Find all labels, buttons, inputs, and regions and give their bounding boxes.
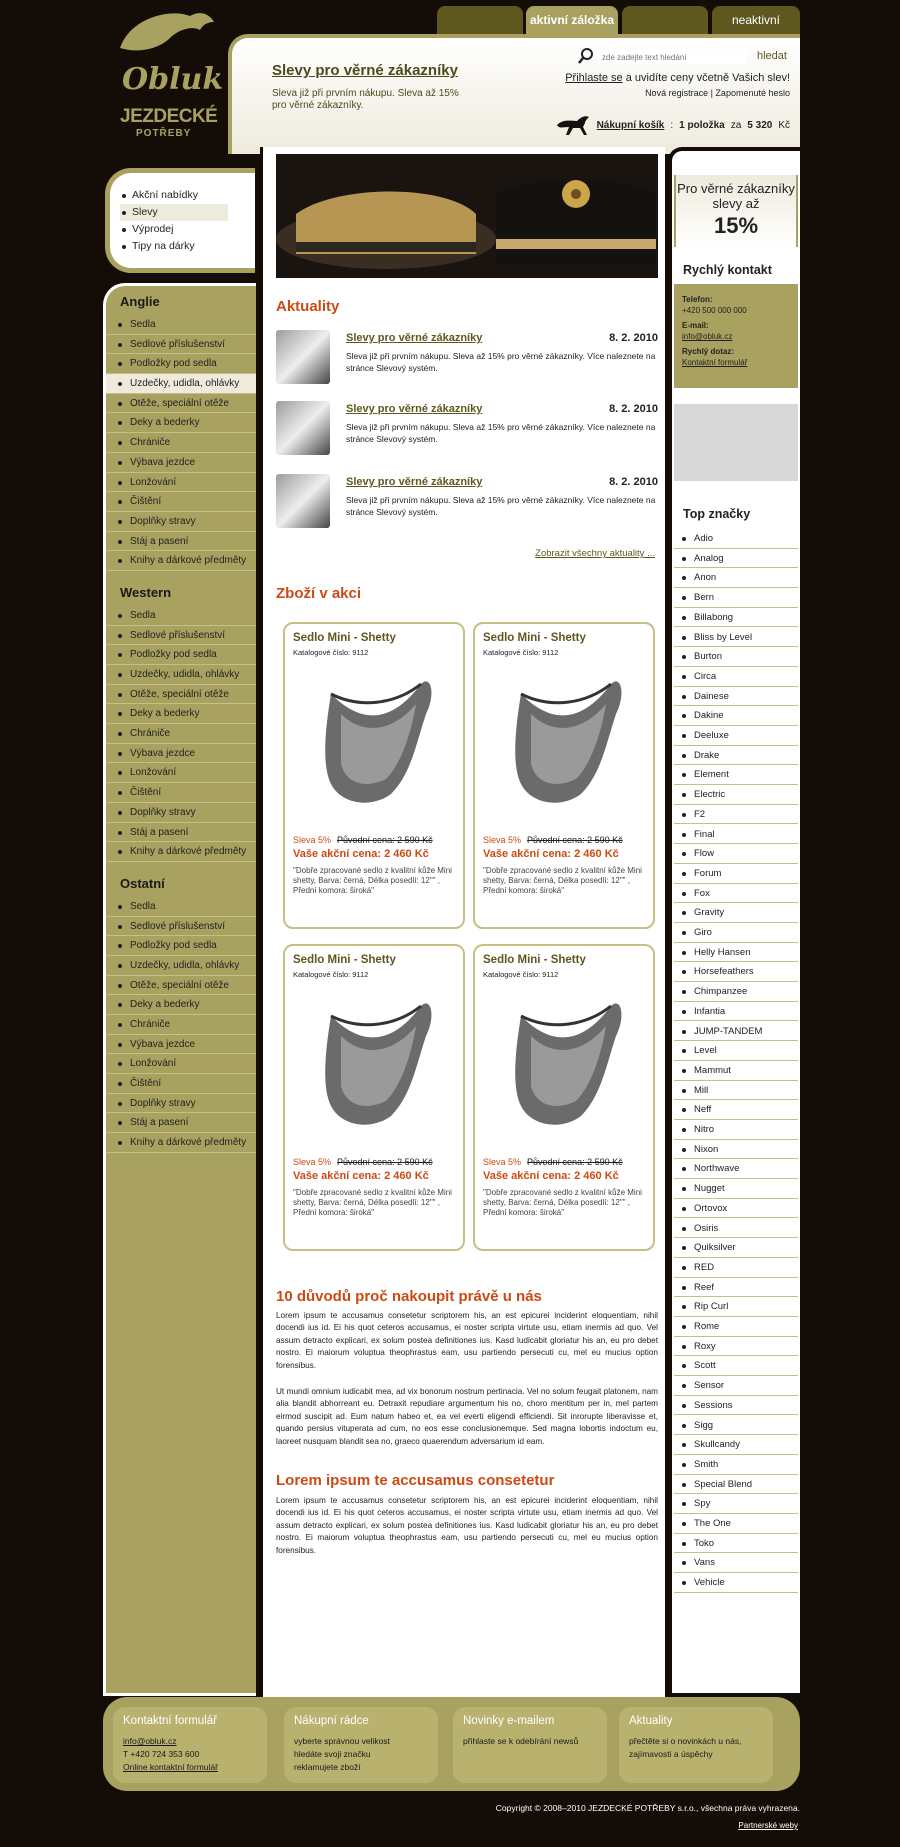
brand-item[interactable]: Ortovox bbox=[674, 1199, 798, 1219]
tab-3[interactable] bbox=[622, 6, 708, 34]
footer-box-advisor bbox=[284, 1707, 438, 1783]
product-original-price: Původní cena: 2 590 Kč bbox=[527, 835, 623, 845]
saddle-image[interactable] bbox=[491, 986, 641, 1134]
brand-item[interactable]: Vans bbox=[674, 1553, 798, 1573]
footer-link[interactable]: reklamujete zboží bbox=[294, 1762, 361, 1772]
brand-item[interactable]: Giro bbox=[674, 923, 798, 943]
category-item[interactable]: Čištění bbox=[106, 783, 256, 803]
category-item[interactable]: Chrániče bbox=[106, 1015, 256, 1035]
category-item[interactable]: Otěže, speciální otěže bbox=[106, 685, 256, 705]
product-card[interactable] bbox=[283, 622, 465, 929]
reasons-paragraph-2: Ut mundi omnium iudicabit mea, ad vix bonorum nostrum pertinacia. Vel no solum feugait platonem, nam alia blandit abhorreant eu. Detraxit repudiare argumentum his no, choro mentitum per in, mel partem eirmod suscipit ad. Eum natum habeo et, ea vel everti eligendi efficiendi. Sit inrorupte liberavisse et, quando persius vituperata ad cum, no eos esse conclusionemque. Sed magna lobortis indoctum eu, laoreet nusquam blandit sea no, graeco quaerendum adversarium id eam. bbox=[276, 1387, 658, 1446]
news-thumbnail[interactable] bbox=[276, 401, 330, 455]
topnav-item-tipy[interactable]: Tipy na dárky bbox=[120, 238, 255, 255]
brand-item[interactable]: Rip Curl bbox=[674, 1297, 798, 1317]
search-icon bbox=[578, 48, 594, 64]
product-discount: Sleva 5% bbox=[483, 835, 522, 845]
product-catalog: Katalogové číslo: 9112 bbox=[483, 648, 559, 657]
category-title: Ostatní bbox=[120, 875, 165, 891]
product-description: "Dobře zpracované sedlo z kvalitní kůže Mini shetty, Barva: černá, Délka posedlí: 12"" , Přední komora: široká" bbox=[483, 866, 642, 895]
category-group bbox=[106, 868, 256, 1153]
promo-text: Sleva již při prvním nákupu. Sleva až 15% pro věrné zákazníky. bbox=[272, 88, 459, 111]
product-catalog: Katalogové číslo: 9112 bbox=[483, 970, 559, 979]
logo-name: Obluk bbox=[122, 62, 224, 97]
brand-item[interactable]: Fox bbox=[674, 884, 798, 904]
product-price: Vaše akční cena: 2 460 Kč bbox=[483, 848, 619, 860]
cart[interactable]: Nákupní košík : 1 položka za 5 320 Kč bbox=[555, 113, 790, 137]
category-item[interactable]: Otěže, speciální otěže bbox=[106, 394, 256, 414]
category-item[interactable]: Sedla bbox=[106, 897, 256, 917]
footer-text: T +420 724 353 600 bbox=[123, 1749, 200, 1759]
product-description: "Dobře zpracované sedlo z kvalitní kůže Mini shetty, Barva: černá, Délka posedlí: 12"" , Přední komora: široká" bbox=[293, 1188, 452, 1217]
search-button[interactable]: hledat bbox=[757, 50, 787, 62]
category-item[interactable]: Sedlové příslušenství bbox=[106, 626, 256, 646]
contact-form-link[interactable]: Kontaktní formulář bbox=[682, 358, 748, 367]
ad-placeholder bbox=[674, 404, 798, 481]
category-item[interactable]: Stáj a pasení bbox=[106, 1113, 256, 1133]
email-label: E-mail: bbox=[682, 321, 709, 330]
cart-currency: Kč bbox=[778, 119, 790, 131]
product-description: "Dobře zpracované sedlo z kvalitní kůže Mini shetty, Barva: černá, Délka posedlí: 12"" , Přední komora: široká" bbox=[483, 1188, 642, 1217]
register-link[interactable]: Nová registrace bbox=[645, 88, 709, 98]
product-name[interactable]: Sedlo Mini - Shetty bbox=[293, 632, 396, 644]
reasons-paragraph-1: Lorem ipsum te accusamus consetetur scriptorem his, an est epicurei inciderint eloquentiam, nihil docendi ius id. Ei his quot ceteros accusamus, ei noster scripta virtute usu, etiam inermis ad quo. Vel assum detracto explicari, ex solum postea definitiones ius. Kasd ludicabit gloriatur his an, eu pro debet nostro. Ei maiorum voluptua theophrastus eam, usu partiendo persecuti cu, mel eu mucius option forensibus. bbox=[276, 1311, 658, 1370]
brand-item[interactable]: Infantia bbox=[674, 1002, 798, 1022]
cart-link[interactable]: Nákupní košík bbox=[596, 119, 665, 131]
category-item[interactable]: Podložky pod sedla bbox=[106, 354, 256, 374]
category-item[interactable]: Sedlové příslušenství bbox=[106, 335, 256, 355]
product-discount: Sleva 5% bbox=[483, 1157, 522, 1167]
footer-box-news bbox=[619, 1707, 773, 1783]
topnav-item-akcni[interactable]: Akční nabídky bbox=[120, 187, 255, 204]
category-item[interactable]: Výbava jezdce bbox=[106, 453, 256, 473]
product-name[interactable]: Sedlo Mini - Shetty bbox=[483, 632, 586, 644]
brand-item[interactable]: Scott bbox=[674, 1356, 798, 1376]
brand-item[interactable]: Reef bbox=[674, 1278, 798, 1298]
news-item bbox=[276, 330, 658, 390]
footer-box-newsletter bbox=[453, 1707, 607, 1783]
phone-label: Telefon: bbox=[682, 295, 713, 304]
saddle-image[interactable] bbox=[301, 664, 451, 812]
footer-link[interactable]: vyberte správnou velikost bbox=[294, 1736, 390, 1746]
category-item[interactable]: Sedla bbox=[106, 315, 256, 335]
category-item[interactable]: Uzdečky, udidla, ohlávky bbox=[106, 665, 256, 685]
product-price: Vaše akční cena: 2 460 Kč bbox=[293, 848, 429, 860]
category-item[interactable]: Podložky pod sedla bbox=[106, 936, 256, 956]
brand-item[interactable]: Rome bbox=[674, 1317, 798, 1337]
brand-item[interactable]: Deeluxe bbox=[674, 726, 798, 746]
footer-text: zajímavosti a úspěchy bbox=[629, 1749, 713, 1759]
brand-item[interactable]: F2 bbox=[674, 805, 798, 825]
product-description: "Dobře zpracované sedlo z kvalitní kůže Mini shetty, Barva: černá, Délka posedlí: 12"" , Přední komora: široká" bbox=[293, 866, 452, 895]
brand-item[interactable]: Sigg bbox=[674, 1416, 798, 1436]
category-item[interactable]: Stáj a pasení bbox=[106, 532, 256, 552]
brand-item[interactable]: Mill bbox=[674, 1081, 798, 1101]
product-discount: Sleva 5% bbox=[293, 1157, 332, 1167]
news-item bbox=[276, 474, 658, 534]
brand-item[interactable]: Nixon bbox=[674, 1140, 798, 1160]
category-item[interactable]: Uzdečky, udidla, ohlávky bbox=[106, 956, 256, 976]
brand-item[interactable]: Smith bbox=[674, 1455, 798, 1475]
horse-head-icon bbox=[110, 8, 220, 68]
category-item[interactable]: Doplňky stravy bbox=[106, 803, 256, 823]
footer-box-title[interactable]: Nákupní rádce bbox=[294, 1715, 369, 1727]
product-catalog: Katalogové číslo: 9112 bbox=[293, 970, 369, 979]
tab-1[interactable] bbox=[437, 6, 523, 34]
category-item[interactable]: Výbava jezdce bbox=[106, 744, 256, 764]
news-title[interactable]: Slevy pro věrné zákazníky bbox=[346, 332, 483, 344]
footer-text: přečtěte si o novinkách u nás, bbox=[629, 1736, 742, 1746]
phone-number: +420 500 000 000 bbox=[682, 306, 747, 315]
brand-item[interactable]: Chimpanzee bbox=[674, 982, 798, 1002]
category-title: Anglie bbox=[120, 294, 160, 309]
brand-item[interactable]: Bliss by Level bbox=[674, 628, 798, 648]
brand-item[interactable]: Nitro bbox=[674, 1120, 798, 1140]
brands-title: Top značky bbox=[683, 507, 751, 521]
news-title[interactable]: Slevy pro věrné zákazníky bbox=[346, 476, 483, 488]
category-item[interactable]: Knihy a dárkové předměty bbox=[106, 551, 256, 571]
main-content bbox=[260, 147, 665, 1697]
brand-item[interactable]: Forum bbox=[674, 864, 798, 884]
brand-item[interactable]: Dakine bbox=[674, 706, 798, 726]
product-original-price: Původní cena: 2 590 Kč bbox=[527, 1157, 623, 1167]
brand-item[interactable]: Spy bbox=[674, 1494, 798, 1514]
category-item[interactable]: Chrániče bbox=[106, 433, 256, 453]
tab-active[interactable]: aktivní záložka bbox=[526, 6, 618, 34]
tab-inactive[interactable]: neaktivní bbox=[712, 6, 800, 34]
cart-count: 1 položka bbox=[679, 119, 725, 131]
brand-item[interactable]: Dainese bbox=[674, 687, 798, 707]
saddle-image[interactable] bbox=[301, 986, 451, 1134]
category-item[interactable]: Výbava jezdce bbox=[106, 1035, 256, 1055]
brand-item[interactable]: Helly Hansen bbox=[674, 943, 798, 963]
partner-sites-link[interactable]: Partnerské weby bbox=[738, 1821, 798, 1830]
news-date: 8. 2. 2010 bbox=[609, 476, 658, 488]
login-link[interactable]: Přihlaste se bbox=[565, 72, 623, 84]
brand-item[interactable]: Quiksilver bbox=[674, 1238, 798, 1258]
brand-item[interactable]: Element bbox=[674, 765, 798, 785]
category-item[interactable]: Doplňky stravy bbox=[106, 512, 256, 532]
products-heading: Zboží v akci bbox=[276, 585, 362, 602]
brand-item[interactable]: Level bbox=[674, 1041, 798, 1061]
footer-link[interactable]: přihlaste se k odebírání newsů bbox=[463, 1736, 579, 1746]
topnav-item-slevy[interactable]: Slevy bbox=[120, 204, 228, 221]
quick-contact bbox=[674, 284, 798, 388]
saddle-image[interactable] bbox=[491, 664, 641, 812]
category-item[interactable]: Čištění bbox=[106, 1074, 256, 1094]
login-rest: a uvidíte ceny včetně Vašich slev! bbox=[622, 72, 790, 84]
product-price: Vaše akční cena: 2 460 Kč bbox=[483, 1170, 619, 1182]
category-group bbox=[106, 577, 256, 862]
logo[interactable] bbox=[110, 8, 224, 139]
category-item[interactable]: Lonžování bbox=[106, 473, 256, 493]
brand-item[interactable]: Bern bbox=[674, 588, 798, 608]
category-item[interactable]: Lonžování bbox=[106, 1054, 256, 1074]
brand-item[interactable]: Toko bbox=[674, 1534, 798, 1554]
category-item[interactable]: Knihy a dárkové předměty bbox=[106, 1133, 256, 1153]
news-item bbox=[276, 401, 658, 461]
footer-box-title[interactable]: Kontaktní formulář bbox=[123, 1715, 217, 1727]
news-thumbnail[interactable] bbox=[276, 330, 330, 384]
news-text: Sleva již při prvním nákupu. Sleva až 15% pro věrné zákazníky. Více naleznete na stránce Slevový systém. bbox=[346, 422, 656, 444]
category-item[interactable]: Knihy a dárkové předměty bbox=[106, 842, 256, 862]
product-original-price: Původní cena: 2 590 Kč bbox=[337, 1157, 433, 1167]
banner-image bbox=[276, 154, 658, 278]
footer-link[interactable]: Online kontaktní formulář bbox=[123, 1762, 218, 1772]
product-name[interactable]: Sedlo Mini - Shetty bbox=[483, 954, 586, 966]
cart-for: za bbox=[730, 119, 742, 131]
brand-item[interactable]: Mammut bbox=[674, 1061, 798, 1081]
brand-item[interactable]: The One bbox=[674, 1514, 798, 1534]
product-catalog: Katalogové číslo: 9112 bbox=[293, 648, 369, 657]
category-sidebar bbox=[103, 283, 256, 1696]
brand-item[interactable]: Sessions bbox=[674, 1396, 798, 1416]
brand-item[interactable]: Billabong bbox=[674, 608, 798, 628]
news-date: 8. 2. 2010 bbox=[609, 332, 658, 344]
brand-item[interactable]: Sensor bbox=[674, 1376, 798, 1396]
brand-item[interactable]: JUMP-TANDEM bbox=[674, 1022, 798, 1042]
brand-item[interactable]: Roxy bbox=[674, 1337, 798, 1357]
news-heading: Aktuality bbox=[276, 298, 340, 315]
logo-line2: POTŘEBY bbox=[136, 128, 192, 139]
category-item[interactable]: Deky a bederky bbox=[106, 413, 256, 433]
product-name[interactable]: Sedlo Mini - Shetty bbox=[293, 954, 396, 966]
product-card[interactable] bbox=[473, 944, 655, 1251]
brand-item[interactable]: Adio bbox=[674, 529, 798, 549]
category-item[interactable]: Čištění bbox=[106, 492, 256, 512]
right-sidebar bbox=[668, 147, 800, 1697]
brand-item[interactable]: Burton bbox=[674, 647, 798, 667]
brand-item[interactable]: Nugget bbox=[674, 1179, 798, 1199]
brand-item[interactable]: Neff bbox=[674, 1100, 798, 1120]
logo-line1: JEZDECKÉ bbox=[120, 106, 218, 127]
account-links: Nová registrace | Zapomenuté heslo bbox=[645, 88, 790, 98]
category-item[interactable]: Sedlové příslušenství bbox=[106, 917, 256, 937]
category-item[interactable]: Stáj a pasení bbox=[106, 823, 256, 843]
footer bbox=[103, 1697, 800, 1791]
category-item-selected[interactable]: Uzdečky, udidla, ohlávky bbox=[106, 374, 256, 394]
brand-item[interactable]: Northwave bbox=[674, 1159, 798, 1179]
brand-item[interactable]: Analog bbox=[674, 549, 798, 569]
category-item[interactable]: Otěže, speciální otěže bbox=[106, 976, 256, 996]
copyright: Copyright © 2008–2010 JEZDECKÉ POTŘEBY s.r.o., všechna práva vyhrazena. bbox=[495, 1803, 800, 1813]
brand-item[interactable]: Horsefeathers bbox=[674, 962, 798, 982]
category-item[interactable]: Deky a bederky bbox=[106, 995, 256, 1015]
footer-box-title[interactable]: Novinky e-mailem bbox=[463, 1715, 555, 1727]
promo-title[interactable]: Slevy pro věrné zákazníky bbox=[272, 62, 458, 79]
category-item[interactable]: Lonžování bbox=[106, 763, 256, 783]
login-line bbox=[565, 72, 790, 84]
news-text: Sleva již při prvním nákupu. Sleva až 15% pro věrné zákazníky. Více naleznete na stránce Slevový systém. bbox=[346, 495, 656, 517]
footer-link[interactable]: info@obluk.cz bbox=[123, 1736, 177, 1746]
loyalty-promo-percent: 15% bbox=[713, 213, 759, 238]
brand-item[interactable]: Special Blend bbox=[674, 1475, 798, 1495]
footer-box-contact bbox=[113, 1707, 267, 1783]
footer-link[interactable]: hledáte svoji značku bbox=[294, 1749, 371, 1759]
reasons-heading: 10 důvodů proč nakoupit právě u nás bbox=[276, 1288, 542, 1305]
horse-icon bbox=[555, 113, 591, 137]
topnav-item-vyprodej[interactable]: Výprodej bbox=[120, 221, 255, 238]
forgot-password-link[interactable]: Zapomenuté heslo bbox=[715, 88, 790, 98]
top-nav bbox=[105, 168, 255, 273]
search-input[interactable] bbox=[597, 50, 747, 64]
query-label: Rychlý dotaz: bbox=[682, 347, 735, 356]
news-thumbnail[interactable] bbox=[276, 474, 330, 528]
cart-sum: 5 320 bbox=[747, 119, 773, 131]
news-text: Sleva již při prvním nákupu. Sleva až 15% pro věrné zákazníky. Více naleznete na stránce Slevový systém. bbox=[346, 351, 656, 373]
loyalty-promo[interactable] bbox=[674, 175, 798, 247]
lorem-paragraph: Lorem ipsum te accusamus consetetur scriptorem his, an est epicurei inciderint eloquentiam, nihil docendi ius id. Ei his quot ceteros accusamus, ei noster scripta virtute usu, etiam inermis ad quo. Vel assum detracto explicari, ex solum postea definitiones ius. Kasd ludicabit gloriatur his an, eu pro debet nostro. Ei maiorum voluptua theophrastus eam, usu partiendo persecuti cu, mel eu mucius option forensibus. bbox=[276, 1496, 658, 1555]
category-item[interactable]: Doplňky stravy bbox=[106, 1094, 256, 1114]
product-card[interactable] bbox=[473, 622, 655, 929]
brand-item[interactable]: Circa bbox=[674, 667, 798, 687]
header bbox=[228, 34, 800, 154]
category-item[interactable]: Deky a bederky bbox=[106, 704, 256, 724]
brand-item[interactable]: Gravity bbox=[674, 903, 798, 923]
category-group bbox=[106, 286, 256, 571]
category-item[interactable]: Podložky pod sedla bbox=[106, 645, 256, 665]
category-item[interactable]: Sedla bbox=[106, 606, 256, 626]
news-date: 8. 2. 2010 bbox=[609, 403, 658, 415]
show-all-news-link[interactable]: Zobrazit všechny aktuality ... bbox=[535, 548, 655, 559]
brand-item[interactable]: Flow bbox=[674, 844, 798, 864]
brand-item[interactable]: Electric bbox=[674, 785, 798, 805]
news-title[interactable]: Slevy pro věrné zákazníky bbox=[346, 403, 483, 415]
brand-item[interactable]: Vehicle bbox=[674, 1573, 798, 1593]
email-link[interactable]: info@obluk.cz bbox=[682, 332, 733, 341]
brand-item[interactable]: Anon bbox=[674, 568, 798, 588]
footer-box-title[interactable]: Aktuality bbox=[629, 1715, 673, 1727]
product-original-price: Původní cena: 2 590 Kč bbox=[337, 835, 433, 845]
brand-item[interactable]: Skullcandy bbox=[674, 1435, 798, 1455]
product-discount: Sleva 5% bbox=[293, 835, 332, 845]
contact-title: Rychlý kontakt bbox=[683, 263, 772, 277]
product-card[interactable] bbox=[283, 944, 465, 1251]
category-item[interactable]: Chrániče bbox=[106, 724, 256, 744]
loyalty-promo-text: Pro věrné zákazníky slevy až bbox=[677, 181, 795, 211]
brand-item[interactable]: RED bbox=[674, 1258, 798, 1278]
brand-item[interactable]: Drake bbox=[674, 746, 798, 766]
category-title: Western bbox=[120, 584, 172, 600]
product-price: Vaše akční cena: 2 460 Kč bbox=[293, 1170, 429, 1182]
lorem-heading: Lorem ipsum te accusamus consetetur bbox=[276, 1472, 555, 1489]
brand-item[interactable]: Osiris bbox=[674, 1219, 798, 1239]
brand-item[interactable]: Final bbox=[674, 825, 798, 845]
